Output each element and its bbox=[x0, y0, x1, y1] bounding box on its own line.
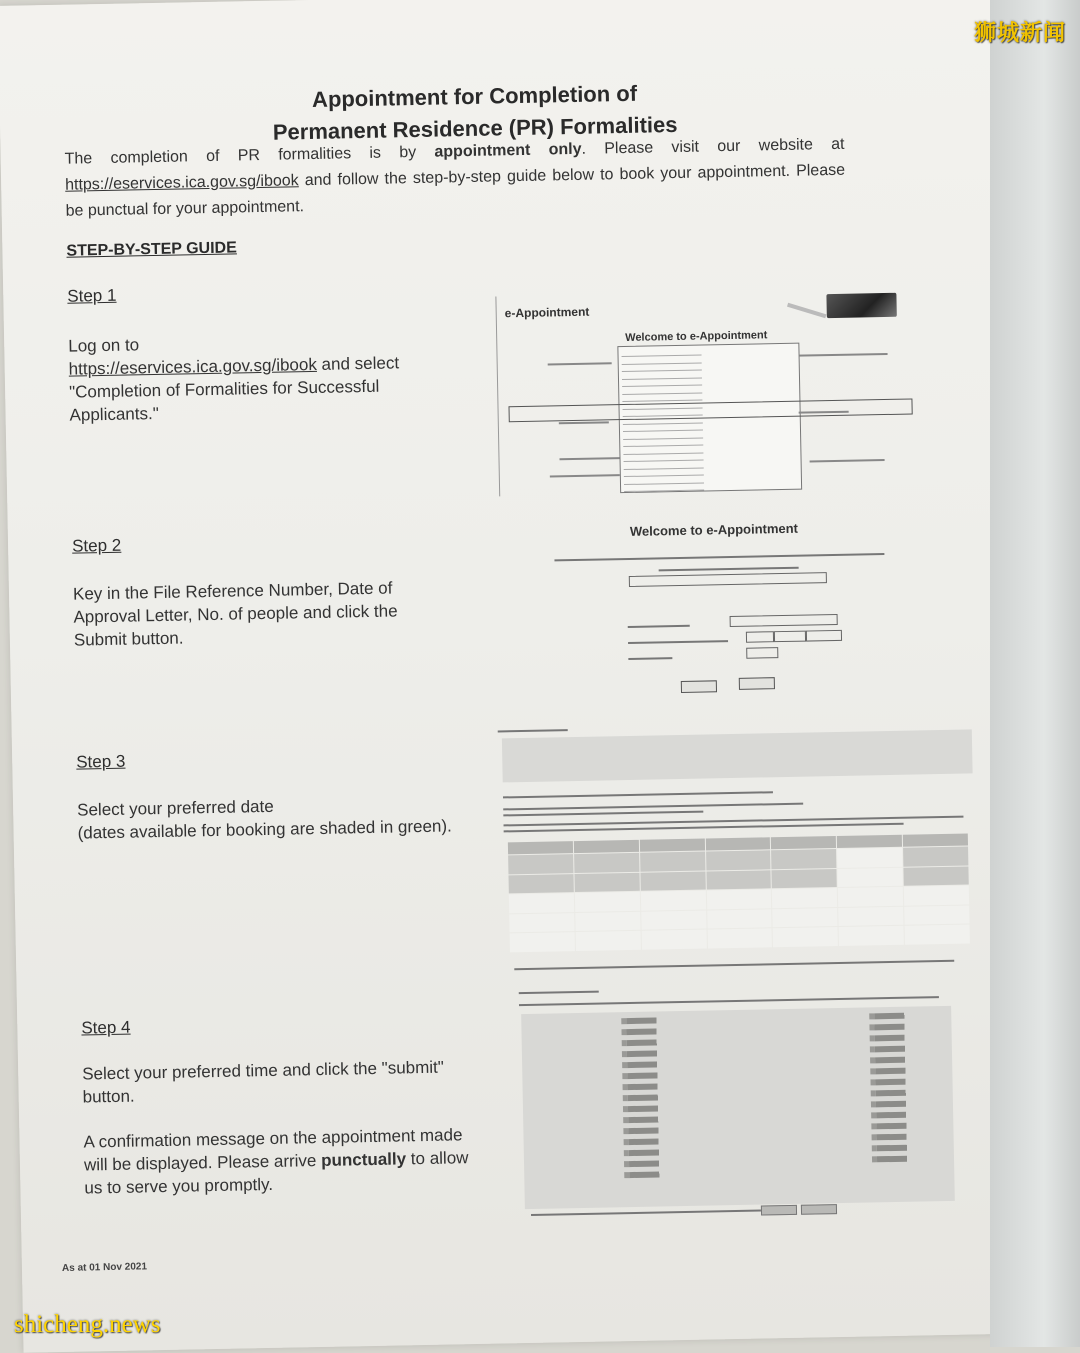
step-4-label: Step 4 bbox=[81, 1017, 131, 1038]
shot4-back-button bbox=[801, 1204, 837, 1215]
shot2-reset-button bbox=[739, 677, 775, 690]
approval-month-select bbox=[774, 631, 806, 643]
step-1-text bbox=[68, 327, 450, 426]
step-4-text-a: Select your preferred time and click the "submit" button. bbox=[82, 1057, 445, 1107]
step-4-text-bold: punctually bbox=[320, 1149, 407, 1170]
step-1-text-c: "Completion of Formalities for Successful Applicants." bbox=[68, 376, 380, 425]
screenshot-step-4 bbox=[517, 978, 962, 1226]
step-2-label: Step 2 bbox=[71, 535, 122, 556]
file-reference-field bbox=[730, 614, 838, 627]
step-1-label: Step 1 bbox=[67, 285, 117, 306]
step-3-label: Step 3 bbox=[76, 751, 126, 772]
intro-paragraph bbox=[64, 132, 845, 225]
title-line-2: Permanent Residence (PR) Formalities bbox=[272, 111, 678, 145]
intro-text-a: The completion of PR formalities is by bbox=[64, 143, 435, 168]
background-edge bbox=[990, 0, 1080, 1347]
intro-text-b: . Please visit our website at bbox=[581, 135, 845, 158]
step-1-link[interactable]: https://eservices.ica.gov.sg/ibook bbox=[68, 354, 318, 379]
step-4-text-b1: A confirmation message on the appointment made will be displayed. Please arrive bbox=[83, 1125, 463, 1175]
shot2-submit-button bbox=[681, 680, 717, 693]
service-select bbox=[629, 572, 827, 587]
step-1-text-b: and select bbox=[316, 353, 400, 374]
title-line-1: Appointment for Completion of bbox=[311, 80, 638, 112]
time-slot-column-am bbox=[621, 1017, 684, 1183]
screenshot-step-1 bbox=[495, 288, 920, 496]
time-slot-column-pm bbox=[869, 1012, 932, 1167]
shot1-app-title: e-Appointment bbox=[504, 304, 590, 321]
approval-day-select bbox=[746, 631, 774, 643]
step-3-text-b: (dates available for booking are shaded in green). bbox=[77, 816, 452, 843]
shot1-welcome-text: Welcome to e-Appointment bbox=[625, 329, 768, 344]
step-4-text-b bbox=[83, 1123, 484, 1200]
step-4-text-b2: to allow us to serve you promptly. bbox=[84, 1148, 469, 1198]
shot4-submit-button bbox=[761, 1205, 797, 1216]
step-1-text-a: Log on to bbox=[68, 335, 140, 356]
approval-year-select bbox=[806, 630, 842, 642]
header-photo-image bbox=[786, 291, 897, 323]
calendar-grid bbox=[508, 834, 970, 953]
step-3-text bbox=[77, 791, 458, 844]
step-2-text: Key in the File Reference Number, Date of Approval Letter, No. of people and click the Submit button. bbox=[72, 578, 398, 650]
screenshot-step-3 bbox=[496, 715, 981, 974]
intro-text-bold: appointment only bbox=[434, 140, 582, 161]
screenshot-step-2 bbox=[548, 508, 942, 705]
watermark-bottom-logo: shicheng.news bbox=[14, 1311, 161, 1338]
calendar-note-box bbox=[502, 729, 973, 782]
footer-date: As at 01 Nov 2021 bbox=[61, 1261, 148, 1274]
shot2-welcome-text: Welcome to e-Appointment bbox=[629, 520, 799, 539]
intro-link[interactable]: https://eservices.ica.gov.sg/ibook bbox=[65, 172, 299, 194]
step-3-text-a: Select your preferred date bbox=[76, 796, 274, 820]
watermark-top-logo: 狮城新闻 bbox=[973, 21, 1066, 46]
guide-heading: STEP-BY-STEP GUIDE bbox=[66, 239, 237, 260]
no-of-people-field bbox=[746, 647, 778, 659]
step-4-text bbox=[82, 1055, 485, 1200]
intro-text-c: and follow the step-by-step guide below to book your appointment. Please be punctual for your appointment. bbox=[65, 161, 846, 220]
